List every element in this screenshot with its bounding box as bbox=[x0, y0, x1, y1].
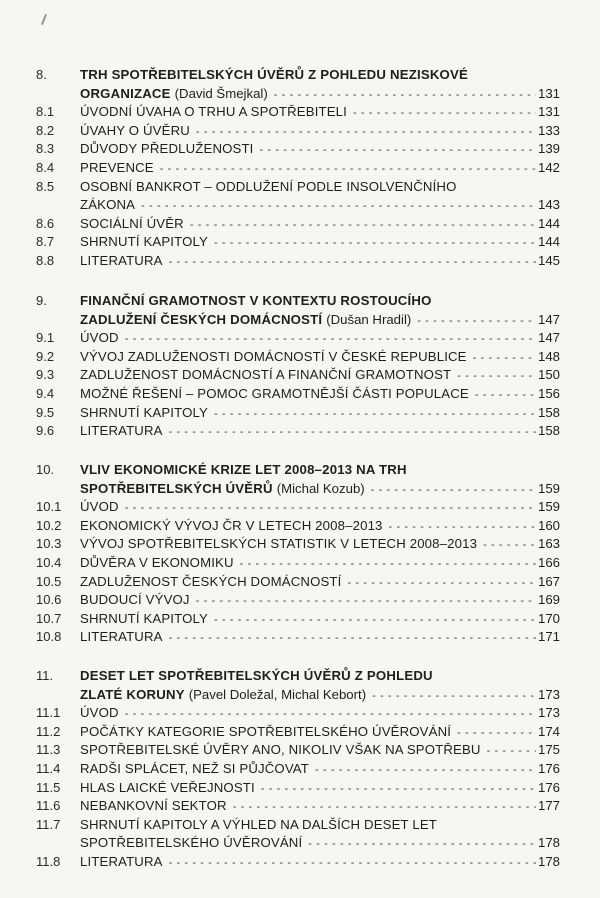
chapter-heading-cont bbox=[0, 85, 600, 104]
toc-item[interactable] bbox=[0, 348, 600, 367]
dot-leader bbox=[169, 854, 536, 873]
toc-item[interactable] bbox=[0, 797, 600, 816]
dot-leader bbox=[457, 367, 536, 386]
toc-item[interactable] bbox=[0, 329, 600, 348]
item-label: ÚVOD bbox=[80, 705, 119, 721]
dot-leader bbox=[169, 253, 536, 272]
item-label: SHRNUTÍ KAPITOLY A VÝHLED NA DALŠÍCH DESET LET bbox=[80, 816, 437, 832]
item-number: 8.4 bbox=[36, 159, 55, 175]
chapter-number: 8. bbox=[36, 67, 47, 82]
toc-item[interactable] bbox=[0, 704, 600, 723]
item-label: LITERATURA bbox=[80, 423, 163, 439]
toc-item[interactable] bbox=[0, 159, 600, 178]
dot-leader bbox=[475, 386, 536, 405]
item-number: 10.3 bbox=[36, 536, 62, 552]
page-number: 142 bbox=[537, 159, 560, 175]
item-label: ZADLUŽENOST DOMÁCNOSTÍ A FINANČNÍ GRAMOTNOST bbox=[80, 367, 452, 383]
item-label: SHRNUTÍ KAPITOLY bbox=[80, 404, 208, 420]
chapter-author: (Dušan Hradil) bbox=[326, 311, 412, 327]
item-number: 10.1 bbox=[36, 499, 62, 515]
page-number: 160 bbox=[537, 517, 560, 533]
toc-item[interactable] bbox=[0, 573, 600, 592]
item-number: 11.5 bbox=[36, 779, 61, 795]
page-number: 139 bbox=[537, 141, 560, 157]
page-number: 145 bbox=[537, 252, 560, 268]
page-number: 178 bbox=[537, 853, 560, 869]
dot-leader bbox=[214, 405, 536, 424]
item-label: DŮVĚRA V EKONOMIKU bbox=[80, 554, 234, 570]
chapter-heading-cont bbox=[0, 686, 600, 705]
item-number: 11.6 bbox=[36, 798, 61, 814]
dot-leader bbox=[125, 499, 536, 518]
page-number: 131 bbox=[537, 104, 560, 120]
chapter-heading-cont bbox=[0, 480, 600, 499]
chapter-title[interactable]: DESET LET SPOTŘEBITELSKÝCH ÚVĚRŮ Z POHLEDU bbox=[80, 668, 433, 683]
item-label: PREVENCE bbox=[80, 159, 154, 175]
pencil-mark bbox=[41, 14, 47, 25]
page-number: 176 bbox=[537, 779, 560, 795]
chapter-heading bbox=[0, 461, 600, 480]
dot-leader bbox=[371, 481, 536, 500]
toc-item[interactable] bbox=[0, 215, 600, 234]
chapter-heading bbox=[0, 292, 600, 311]
toc-item[interactable] bbox=[0, 140, 600, 159]
page-number: 173 bbox=[537, 686, 560, 702]
dot-leader bbox=[190, 216, 536, 235]
item-label: SOCIÁLNÍ ÚVĚR bbox=[80, 215, 184, 231]
item-number: 11.1 bbox=[36, 705, 61, 721]
dot-leader bbox=[196, 123, 536, 142]
item-number: 11.2 bbox=[36, 723, 61, 739]
chapter-number: 9. bbox=[36, 293, 47, 308]
toc-item[interactable] bbox=[0, 610, 600, 629]
item-label: VÝVOJ SPOTŘEBITELSKÝCH STATISTIK V LETECH 2008–2013 bbox=[80, 536, 478, 552]
item-number: 10.8 bbox=[36, 629, 62, 645]
item-number: 11.4 bbox=[36, 760, 61, 776]
toc-item[interactable] bbox=[0, 498, 600, 517]
chapter-10 bbox=[0, 461, 600, 647]
page-number: 148 bbox=[537, 348, 560, 364]
dot-leader bbox=[315, 761, 536, 780]
toc-item[interactable] bbox=[0, 385, 600, 404]
dot-leader bbox=[372, 687, 536, 706]
dot-leader bbox=[125, 705, 536, 724]
toc-item[interactable] bbox=[0, 760, 600, 779]
item-label: SPOTŘEBITELSKÉ ÚVĚRY ANO, NIKOLIV VŠAK NA SPOTŘEBU bbox=[80, 742, 481, 758]
item-label: EKONOMICKÝ VÝVOJ ČR V LETECH 2008–2013 bbox=[80, 517, 383, 533]
item-label: SHRNUTÍ KAPITOLY bbox=[80, 234, 208, 250]
item-label: ÚVOD bbox=[80, 499, 119, 515]
page-number: 169 bbox=[537, 592, 560, 608]
chapter-number: 11. bbox=[36, 668, 54, 683]
item-label: POČÁTKY KATEGORIE SPOTŘEBITELSKÉHO ÚVĚROVÁNÍ bbox=[80, 723, 452, 739]
page-number: 156 bbox=[537, 385, 560, 401]
chapter-title-cont[interactable]: SPOTŘEBITELSKÝCH ÚVĚRŮ (Michal Kozub) bbox=[80, 480, 365, 496]
chapter-heading bbox=[0, 667, 600, 686]
item-label: BUDOUCÍ VÝVOJ bbox=[80, 592, 190, 608]
chapter-author: (Michal Kozub) bbox=[276, 480, 365, 496]
item-label: ÚVAHY O ÚVĚRU bbox=[80, 122, 190, 138]
page-number: 175 bbox=[537, 742, 560, 758]
page-number: 178 bbox=[537, 835, 560, 851]
item-label: OSOBNÍ BANKROT – ODDLUŽENÍ PODLE INSOLVENČNÍHO bbox=[80, 178, 457, 194]
page-number: 176 bbox=[537, 760, 560, 776]
dot-leader bbox=[473, 349, 536, 368]
toc-item[interactable] bbox=[0, 178, 600, 197]
toc-item-cont[interactable] bbox=[0, 834, 600, 853]
toc-item[interactable] bbox=[0, 554, 600, 573]
dot-leader bbox=[308, 835, 536, 854]
page-number: 173 bbox=[537, 705, 560, 721]
page-number: 163 bbox=[537, 536, 560, 552]
item-number: 11.3 bbox=[36, 742, 61, 758]
page-number: 150 bbox=[537, 367, 560, 383]
chapter-title[interactable]: VLIV EKONOMICKÉ KRIZE LET 2008–2013 NA TRH bbox=[80, 462, 407, 477]
item-number: 10.4 bbox=[36, 554, 62, 570]
dot-leader bbox=[160, 160, 536, 179]
dot-leader bbox=[214, 234, 536, 253]
toc-item[interactable] bbox=[0, 723, 600, 742]
page-number: 133 bbox=[537, 122, 560, 138]
item-number: 8.6 bbox=[36, 215, 55, 231]
item-number: 9.3 bbox=[36, 367, 55, 383]
page-number: 166 bbox=[537, 554, 560, 570]
item-number: 9.4 bbox=[36, 385, 55, 401]
page-number: 147 bbox=[537, 330, 560, 346]
dot-leader bbox=[233, 798, 536, 817]
chapter-author: (David Šmejkal) bbox=[174, 85, 268, 101]
toc-item[interactable] bbox=[0, 122, 600, 141]
dot-leader bbox=[261, 780, 536, 799]
dot-leader bbox=[483, 536, 536, 555]
item-number: 8.3 bbox=[36, 141, 55, 157]
toc-item-cont[interactable] bbox=[0, 196, 600, 215]
item-number: 9.2 bbox=[36, 348, 55, 364]
item-label: LITERATURA bbox=[80, 853, 163, 869]
toc-item[interactable] bbox=[0, 816, 600, 835]
toc-item[interactable] bbox=[0, 517, 600, 536]
item-label: ÚVODNÍ ÚVAHA O TRHU A SPOTŘEBITELI bbox=[80, 104, 347, 120]
item-number: 8.1 bbox=[36, 104, 55, 120]
item-number: 10.6 bbox=[36, 592, 62, 608]
item-number: 11.7 bbox=[36, 816, 61, 832]
item-number: 9.5 bbox=[36, 404, 55, 420]
item-number: 9.6 bbox=[36, 423, 55, 439]
toc-item[interactable] bbox=[0, 741, 600, 760]
page-number: 171 bbox=[537, 629, 560, 645]
page-number: 167 bbox=[537, 573, 560, 589]
chapter-8 bbox=[0, 66, 600, 271]
chapter-author: (Pavel Doležal, Michal Kebort) bbox=[188, 686, 367, 702]
item-label: RADŠI SPLÁCET, NEŽ SI PŮJČOVAT bbox=[80, 760, 309, 776]
page-number: 158 bbox=[537, 423, 560, 439]
page-number: 170 bbox=[537, 610, 560, 626]
toc-item[interactable] bbox=[0, 366, 600, 385]
item-number: 8.2 bbox=[36, 122, 55, 138]
item-label: DŮVODY PŘEDLUŽENOSTI bbox=[80, 141, 254, 157]
chapter-title-cont[interactable]: ZLATÉ KORUNY (Pavel Doležal, Michal Kebort) bbox=[80, 686, 367, 702]
page-number: 131 bbox=[537, 85, 560, 101]
dot-leader bbox=[196, 592, 536, 611]
chapter-heading-cont bbox=[0, 311, 600, 330]
item-label-cont: ZÁKONA bbox=[80, 197, 136, 213]
dot-leader bbox=[417, 312, 536, 331]
toc-item[interactable] bbox=[0, 535, 600, 554]
item-label-cont: SPOTŘEBITELSKÉHO ÚVĚROVÁNÍ bbox=[80, 835, 303, 851]
dot-leader bbox=[347, 574, 536, 593]
chapter-title-cont[interactable]: ZADLUŽENÍ ČESKÝCH DOMÁCNOSTÍ (Dušan Hradil) bbox=[80, 311, 412, 327]
dot-leader bbox=[240, 555, 536, 574]
toc-item[interactable] bbox=[0, 779, 600, 798]
item-label: ZADLUŽENOST ČESKÝCH DOMÁCNOSTÍ bbox=[80, 573, 342, 589]
chapter-title[interactable]: TRH SPOTŘEBITELSKÝCH ÚVĚRŮ Z POHLEDU NEZISKOVÉ bbox=[80, 67, 469, 82]
item-label: HLAS LAICKÉ VEŘEJNOSTI bbox=[80, 779, 255, 795]
dot-leader bbox=[169, 423, 536, 442]
item-label: LITERATURA bbox=[80, 629, 163, 645]
chapter-heading bbox=[0, 66, 600, 85]
dot-leader bbox=[260, 141, 536, 160]
item-number: 9.1 bbox=[36, 330, 55, 346]
page-number: 177 bbox=[537, 798, 560, 814]
page-number: 159 bbox=[537, 499, 560, 515]
item-label: SHRNUTÍ KAPITOLY bbox=[80, 610, 208, 626]
toc-item[interactable] bbox=[0, 252, 600, 271]
chapter-9 bbox=[0, 292, 600, 441]
item-number: 10.2 bbox=[36, 517, 62, 533]
item-label: VÝVOJ ZADLUŽENOSTI DOMÁCNOSTÍ V ČESKÉ REPUBLICE bbox=[80, 348, 467, 364]
item-label: ÚVOD bbox=[80, 330, 119, 346]
dot-leader bbox=[274, 86, 536, 105]
toc-item[interactable] bbox=[0, 103, 600, 122]
page-number: 174 bbox=[537, 723, 560, 739]
toc-item[interactable] bbox=[0, 591, 600, 610]
item-number: 10.5 bbox=[36, 573, 62, 589]
dot-leader bbox=[169, 629, 536, 648]
chapter-title-cont[interactable]: ORGANIZACE (David Šmejkal) bbox=[80, 85, 268, 101]
toc-item[interactable] bbox=[0, 233, 600, 252]
dot-leader bbox=[214, 611, 536, 630]
dot-leader bbox=[353, 104, 536, 123]
item-number: 8.8 bbox=[36, 252, 55, 268]
dot-leader bbox=[389, 518, 536, 537]
chapter-title[interactable]: FINANČNÍ GRAMOTNOST V KONTEXTU ROSTOUCÍHO bbox=[80, 293, 432, 308]
toc-item[interactable] bbox=[0, 853, 600, 872]
chapter-number: 10. bbox=[36, 462, 55, 477]
page-number: 159 bbox=[537, 480, 560, 496]
toc-item[interactable] bbox=[0, 628, 600, 647]
page-number: 144 bbox=[537, 215, 560, 231]
dot-leader bbox=[457, 724, 536, 743]
dot-leader bbox=[141, 197, 536, 216]
item-label: LITERATURA bbox=[80, 252, 163, 268]
dot-leader bbox=[487, 742, 536, 761]
item-label: MOŽNÉ ŘEŠENÍ – POMOC GRAMOTNĚJŠÍ ČÁSTI POPULACE bbox=[80, 385, 469, 401]
item-number: 8.5 bbox=[36, 178, 55, 194]
dot-leader bbox=[125, 330, 536, 349]
toc-item[interactable] bbox=[0, 422, 600, 441]
item-number: 11.8 bbox=[36, 853, 61, 869]
page-number: 158 bbox=[537, 404, 560, 420]
page-number: 144 bbox=[537, 234, 560, 250]
chapter-11 bbox=[0, 667, 600, 872]
item-label: NEBANKOVNÍ SEKTOR bbox=[80, 798, 227, 814]
item-number: 8.7 bbox=[36, 234, 55, 250]
page-number: 147 bbox=[537, 311, 560, 327]
page-number: 143 bbox=[537, 197, 560, 213]
item-number: 10.7 bbox=[36, 610, 62, 626]
toc-item[interactable] bbox=[0, 404, 600, 423]
